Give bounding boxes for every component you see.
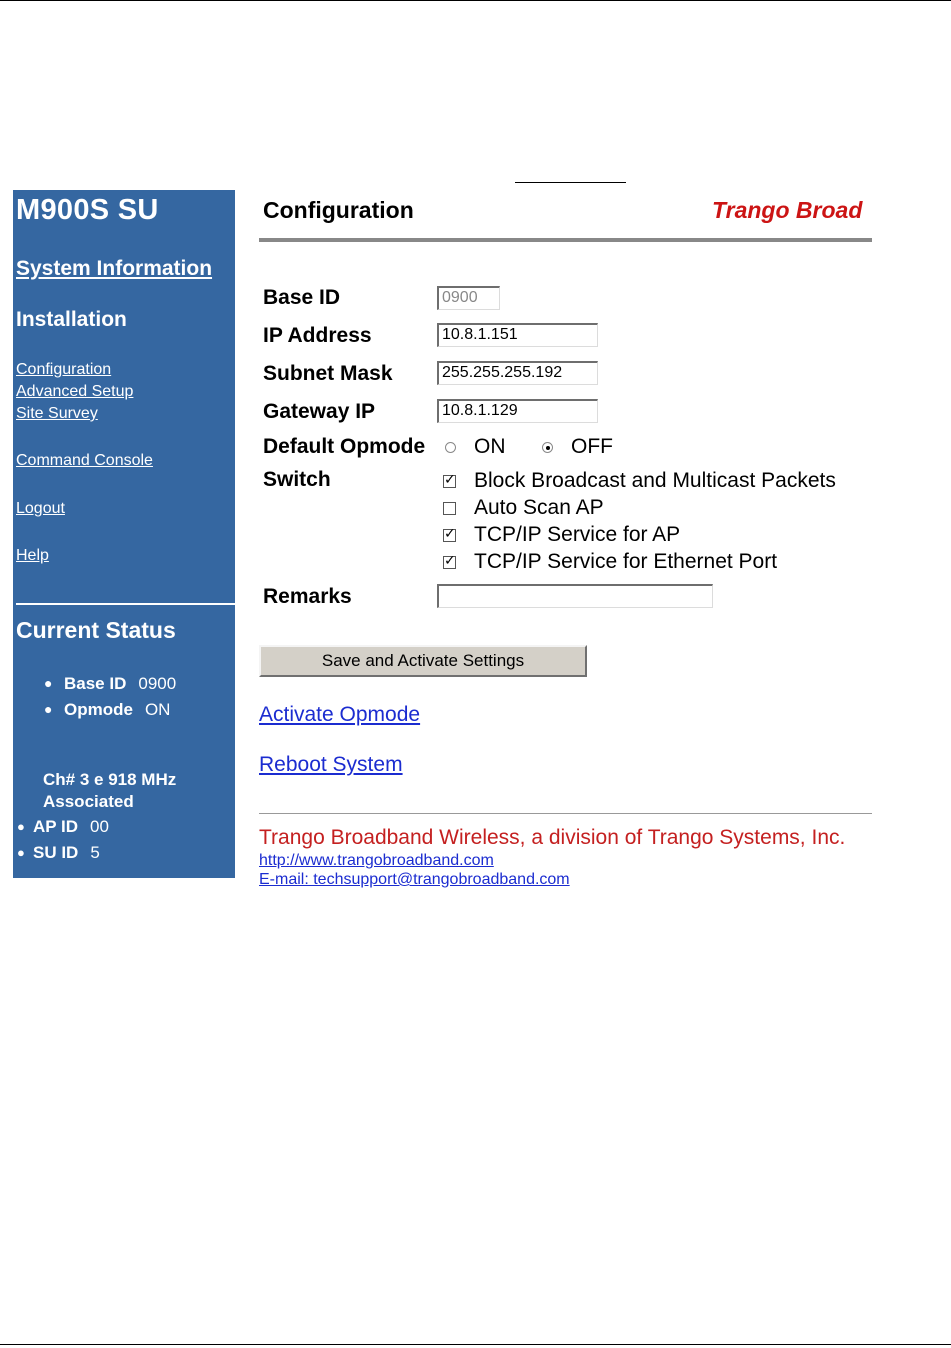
current-status-heading: Current Status — [16, 617, 176, 643]
text-underline — [515, 182, 626, 183]
bullet-icon: ● — [17, 819, 25, 834]
switch-option-label: TCP/IP Service for AP — [474, 523, 681, 546]
status-key: Opmode — [64, 700, 133, 719]
assoc-key: SU ID — [33, 843, 79, 862]
opmode-off-radio[interactable] — [542, 435, 613, 459]
subnet-mask-label: Subnet Mask — [263, 362, 393, 385]
opmode-on-radio[interactable] — [445, 435, 506, 459]
bullet-icon: ● — [17, 845, 25, 860]
checkbox-checked-icon — [443, 529, 456, 542]
base-id-field: 0900 — [437, 286, 500, 310]
switch-option-block-broadcast[interactable] — [443, 469, 836, 493]
sidebar-section-installation: Installation — [16, 308, 127, 331]
brand-logo-text: Trango Broad — [712, 197, 863, 223]
sidebar-link-help[interactable]: Help — [16, 547, 49, 564]
opmode-on-label: ON — [474, 435, 506, 458]
website-link[interactable]: http://www.trangobroadband.com — [259, 852, 494, 869]
gateway-ip-label: Gateway IP — [263, 400, 376, 423]
switch-option-tcpip-ethernet[interactable] — [443, 550, 777, 574]
main-panel — [235, 190, 872, 888]
checkbox-checked-icon — [443, 556, 456, 569]
sidebar-divider — [16, 603, 235, 605]
opmode-off-label: OFF — [571, 435, 613, 458]
switch-option-label: Auto Scan AP — [474, 496, 604, 519]
status-value: 0900 — [138, 674, 177, 693]
save-activate-button[interactable]: Save and Activate Settings — [259, 645, 587, 677]
page-top-rule — [0, 0, 951, 1]
sidebar — [13, 190, 235, 878]
reboot-system-link[interactable]: Reboot System — [259, 753, 403, 776]
switch-label: Switch — [263, 468, 331, 491]
remarks-field[interactable] — [437, 584, 713, 608]
title-divider — [259, 238, 872, 242]
activate-opmode-link[interactable]: Activate Opmode — [259, 703, 421, 726]
sidebar-link-configuration[interactable]: Configuration — [16, 361, 112, 378]
sidebar-link-command-console[interactable]: Command Console — [16, 452, 153, 469]
status-key: Base ID — [64, 674, 127, 693]
radio-icon — [445, 442, 456, 453]
status-item-base-id — [44, 674, 177, 694]
ip-address-label: IP Address — [263, 324, 372, 347]
channel-info: Ch# 3 e 918 MHz — [43, 770, 177, 789]
ip-address-field[interactable]: 10.8.1.151 — [437, 323, 598, 347]
assoc-value: 00 — [90, 817, 109, 836]
email-link[interactable]: E-mail: techsupport@trangobroadband.com — [259, 871, 570, 888]
sidebar-link-advanced-setup[interactable]: Advanced Setup — [16, 383, 134, 400]
base-id-label: Base ID — [263, 286, 341, 309]
remarks-label: Remarks — [263, 585, 352, 608]
associated-label: Associated — [43, 792, 134, 811]
switch-option-auto-scan[interactable] — [443, 496, 604, 520]
gateway-ip-field[interactable]: 10.8.1.129 — [437, 399, 598, 423]
footer-divider — [259, 813, 872, 814]
assoc-key: AP ID — [33, 817, 79, 836]
assoc-value: 5 — [90, 843, 100, 862]
subnet-mask-field[interactable]: 255.255.255.192 — [437, 361, 598, 385]
device-title: M900S SU — [16, 194, 159, 226]
page-title: Configuration — [263, 197, 414, 223]
switch-option-label: TCP/IP Service for Ethernet Port — [474, 550, 778, 573]
screenshot-window — [13, 190, 872, 888]
sidebar-link-system-information[interactable]: System Information — [16, 257, 213, 280]
checkbox-checked-icon — [443, 475, 456, 488]
switch-option-tcpip-ap[interactable] — [443, 523, 680, 547]
page-bottom-rule — [0, 1344, 951, 1345]
sidebar-link-logout[interactable]: Logout — [16, 500, 65, 517]
assoc-item-ap-id — [17, 817, 109, 837]
assoc-item-su-id — [17, 843, 100, 863]
bullet-icon: ● — [44, 701, 53, 717]
switch-option-label: Block Broadcast and Multicast Packets — [474, 469, 836, 492]
footer-company-text: Trango Broadband Wireless, a division of Trango Systems, Inc. — [259, 826, 846, 849]
checkbox-icon — [443, 502, 456, 515]
radio-selected-icon — [542, 442, 553, 453]
default-opmode-label: Default Opmode — [263, 435, 426, 458]
sidebar-link-site-survey[interactable]: Site Survey — [16, 405, 98, 422]
status-value: ON — [144, 700, 171, 719]
bullet-icon: ● — [44, 675, 53, 691]
status-item-opmode — [44, 700, 171, 720]
